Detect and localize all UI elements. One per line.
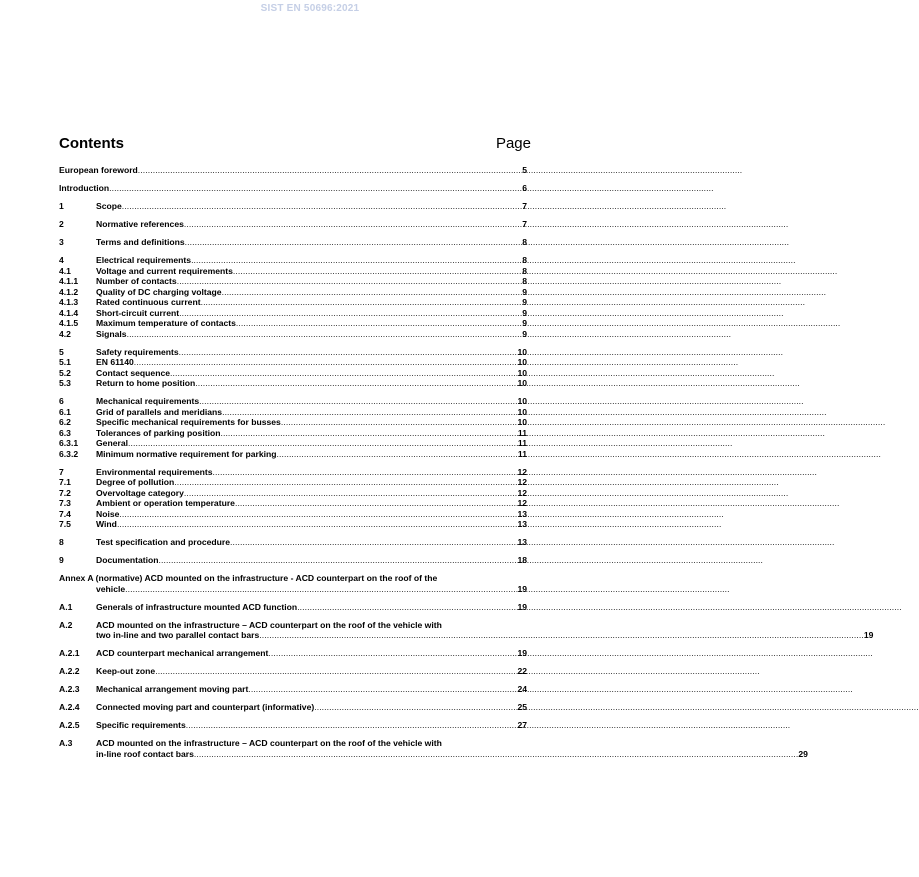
- contents-title: Contents: [59, 135, 124, 152]
- toc-title: Tolerances of parking position: [96, 427, 221, 438]
- toc-entry[interactable]: [59, 237, 527, 248]
- toc-entry[interactable]: [59, 648, 527, 659]
- toc-entry[interactable]: [59, 396, 527, 407]
- toc-title: Wind: [96, 519, 117, 529]
- toc-title: Rated continuous current: [96, 297, 201, 307]
- toc-entry[interactable]: [59, 201, 527, 212]
- toc-page: 8: [522, 265, 527, 276]
- toc-number: 7.3: [59, 498, 71, 508]
- toc-title: Short-circuit current: [96, 307, 180, 318]
- toc-title: Generals of infrastructure mounted ACD function: [96, 601, 298, 612]
- toc-title: two in-line and two parallel contact bars: [96, 630, 260, 640]
- toc-page: 12: [517, 487, 527, 498]
- toc-entry[interactable]: [59, 297, 527, 308]
- toc-entry[interactable]: [59, 183, 527, 194]
- toc-number: 2: [59, 219, 64, 229]
- toc-page: 13: [517, 519, 527, 529]
- toc-title: Noise: [96, 508, 120, 519]
- toc-number: 7.4: [59, 508, 71, 519]
- toc-title: Scope: [96, 201, 122, 211]
- toc-page: 18: [517, 555, 527, 565]
- toc-number: 6.1: [59, 406, 71, 417]
- toc-number: 7.1: [59, 477, 71, 487]
- page-column-label: Page: [495, 135, 531, 152]
- toc-page: 10: [517, 357, 527, 367]
- toc-number: A.2.2: [59, 666, 80, 676]
- toc-page: 10: [517, 367, 527, 378]
- toc-entry[interactable]: [59, 720, 527, 731]
- toc-page: 29: [798, 748, 808, 759]
- toc-page: 10: [517, 417, 527, 427]
- toc-number: 5.1: [59, 357, 71, 367]
- toc-entry[interactable]: [59, 467, 527, 478]
- toc-number: 6.3.1: [59, 438, 79, 448]
- toc-entry[interactable]: [59, 266, 527, 277]
- toc-page: 19: [517, 648, 527, 658]
- toc-page: 19: [517, 601, 527, 612]
- toc-number: 4.1.3: [59, 297, 79, 307]
- toc-page: 11: [517, 448, 527, 459]
- toc-entry[interactable]: [59, 417, 527, 428]
- toc-number: 9: [59, 555, 64, 565]
- toc-entry[interactable]: [59, 602, 527, 613]
- toc-title: Environmental requirements: [96, 466, 213, 477]
- toc-number: A.2.4: [59, 702, 80, 712]
- toc-title: Connected moving part and counterpart (informative): [96, 702, 315, 712]
- toc-page: 10: [517, 378, 527, 388]
- watermark: SIST EN 50696:2021: [260, 3, 360, 14]
- toc-title: Degree of pollution: [96, 477, 175, 487]
- toc-number: 7.5: [59, 519, 71, 529]
- toc-entry[interactable]: [59, 368, 527, 379]
- toc-page: 11: [517, 427, 527, 438]
- toc-entry[interactable]: [59, 509, 527, 520]
- toc-page: 19: [517, 583, 527, 594]
- toc-number: 5.3: [59, 378, 71, 388]
- toc-page: 8: [522, 276, 527, 286]
- toc-entry[interactable]: [59, 308, 527, 319]
- toc-title: Documentation: [96, 555, 159, 565]
- toc-page: 7: [522, 219, 527, 229]
- toc-page: 10: [517, 346, 527, 357]
- toc-number: A.2.5: [59, 720, 80, 730]
- toc-entry[interactable]: [59, 555, 527, 566]
- toc-page: 27: [517, 720, 527, 730]
- toc-number: 1: [59, 201, 64, 211]
- toc-number: 4.1.4: [59, 307, 79, 318]
- toc-entry[interactable]: [59, 488, 527, 499]
- toc-title: Number of contacts: [96, 276, 177, 286]
- toc-entry[interactable]: [59, 276, 527, 287]
- toc-number: A.2.3: [59, 684, 80, 694]
- toc-title: Contact sequence: [96, 367, 171, 378]
- toc-page: 9: [522, 286, 527, 297]
- toc-number: 4.1: [59, 265, 71, 276]
- toc-title: Maximum temperature of contacts: [96, 318, 236, 328]
- toc-number: 8: [59, 537, 64, 547]
- toc-page: 10: [517, 406, 527, 417]
- toc-title: Grid of parallels and meridians: [96, 406, 223, 417]
- toc-title: Specific requirements: [96, 720, 186, 730]
- toc-entry[interactable]: [59, 449, 527, 460]
- toc-title: Test specification and procedure: [96, 537, 231, 547]
- toc-title: Ambient or operation temperature: [96, 498, 235, 508]
- toc-title: Return to home position: [96, 378, 196, 388]
- toc-entry[interactable]: [59, 347, 527, 358]
- toc-number: 6.3: [59, 427, 71, 438]
- toc-title: ACD counterpart mechanical arrangement: [96, 648, 269, 658]
- annex-title-line2: vehicle: [96, 583, 126, 594]
- toc-page: 10: [517, 396, 527, 406]
- toc-entry[interactable]: [59, 738, 808, 759]
- toc-number: 4.1.2: [59, 286, 79, 297]
- toc-entry[interactable]: [59, 428, 527, 439]
- toc-page: 12: [517, 466, 527, 477]
- toc-page: 24: [517, 684, 527, 694]
- toc-page: 9: [522, 328, 527, 339]
- toc-entry[interactable]: [59, 666, 527, 677]
- toc-number: 7: [59, 466, 64, 477]
- toc-page: 25: [517, 702, 527, 712]
- toc-entry[interactable]: [59, 357, 527, 368]
- toc-entry[interactable]: [59, 477, 527, 488]
- toc-entry[interactable]: [59, 407, 527, 418]
- toc-page: 7: [522, 201, 527, 211]
- toc-page: 12: [517, 498, 527, 508]
- toc-title: Electrical requirements: [96, 255, 192, 265]
- toc-title-line1: ACD mounted on the infrastructure – ACD counterpart on the roof of the vehicle with: [96, 738, 442, 748]
- toc-title: Keep-out zone: [96, 666, 156, 676]
- contents-heading: [59, 135, 531, 155]
- toc-title: General: [96, 438, 129, 448]
- toc-number: 6.2: [59, 417, 71, 427]
- toc-number: A.2: [59, 619, 73, 630]
- toc-number: 4.1.1: [59, 276, 79, 286]
- toc-title: Signals: [96, 328, 127, 339]
- toc-page: 11: [517, 438, 527, 448]
- toc-title: Introduction: [59, 183, 110, 193]
- toc-entry[interactable]: [59, 684, 527, 695]
- toc-title: European foreword: [59, 165, 138, 175]
- toc-number: 4.1.5: [59, 318, 79, 328]
- toc-number: A.3: [59, 738, 73, 748]
- toc-entry[interactable]: [59, 702, 527, 713]
- toc-number: 6.3.2: [59, 448, 79, 459]
- toc-page: 12: [517, 477, 527, 487]
- toc-number: 6: [59, 396, 64, 406]
- toc-entry[interactable]: [59, 318, 527, 329]
- toc-title: Overvoltage category: [96, 487, 184, 498]
- toc-page: 5: [522, 165, 527, 175]
- toc-page: 9: [522, 318, 527, 328]
- toc-title: Minimum normative requirement for parking: [96, 448, 277, 459]
- toc-title: in-line roof contact bars: [96, 748, 194, 759]
- toc-entry[interactable]: [59, 329, 527, 340]
- toc-page: 8: [522, 255, 527, 265]
- toc-entry[interactable]: [59, 537, 527, 548]
- annex-entry[interactable]: [59, 573, 527, 594]
- toc-number: A.2.1: [59, 648, 80, 658]
- toc-entry[interactable]: [59, 287, 527, 298]
- toc-entry[interactable]: [59, 519, 527, 530]
- toc-title: Quality of DC charging voltage: [96, 286, 222, 297]
- toc-title: Mechanical arrangement moving part: [96, 684, 249, 694]
- toc-page: 13: [517, 508, 527, 519]
- toc-number: 4.2: [59, 328, 71, 339]
- toc-title: Specific mechanical requirements for busses: [96, 417, 281, 427]
- toc-page: 9: [522, 307, 527, 318]
- toc-page: 22: [517, 666, 527, 676]
- toc-entry[interactable]: [59, 165, 527, 176]
- toc-page: 6: [522, 183, 527, 193]
- toc-number: 4: [59, 255, 64, 265]
- toc-title: Safety requirements: [96, 346, 179, 357]
- toc-entry[interactable]: [59, 219, 527, 230]
- toc-number: 3: [59, 237, 64, 247]
- toc-page: 19: [863, 630, 874, 640]
- toc-title: Normative references: [96, 219, 184, 229]
- toc-entry[interactable]: [59, 498, 527, 509]
- toc-page: 8: [522, 237, 527, 247]
- toc-entry[interactable]: [59, 619, 874, 641]
- toc-page: 13: [517, 537, 527, 547]
- toc-entry[interactable]: [59, 378, 527, 389]
- toc-title: Voltage and current requirements: [96, 265, 233, 276]
- toc-title: EN 61140: [96, 357, 134, 367]
- toc-page: 9: [522, 297, 527, 307]
- toc-title-line1: ACD mounted on the infrastructure – ACD counterpart on the roof of the vehicle with: [96, 619, 442, 630]
- toc-number: 5.2: [59, 367, 71, 378]
- toc-entry[interactable]: [59, 438, 527, 449]
- toc-entry[interactable]: [59, 255, 527, 266]
- toc-number: 5: [59, 346, 64, 357]
- toc-title: Terms and definitions: [96, 237, 185, 247]
- toc-title: Mechanical requirements: [96, 396, 200, 406]
- toc-number: 7.2: [59, 487, 71, 498]
- table-of-contents: [59, 165, 874, 759]
- toc-number: A.1: [59, 601, 73, 612]
- annex-title-line1: Annex A (normative) ACD mounted on the infrastructure - ACD counterpart on the roof of the: [59, 573, 438, 583]
